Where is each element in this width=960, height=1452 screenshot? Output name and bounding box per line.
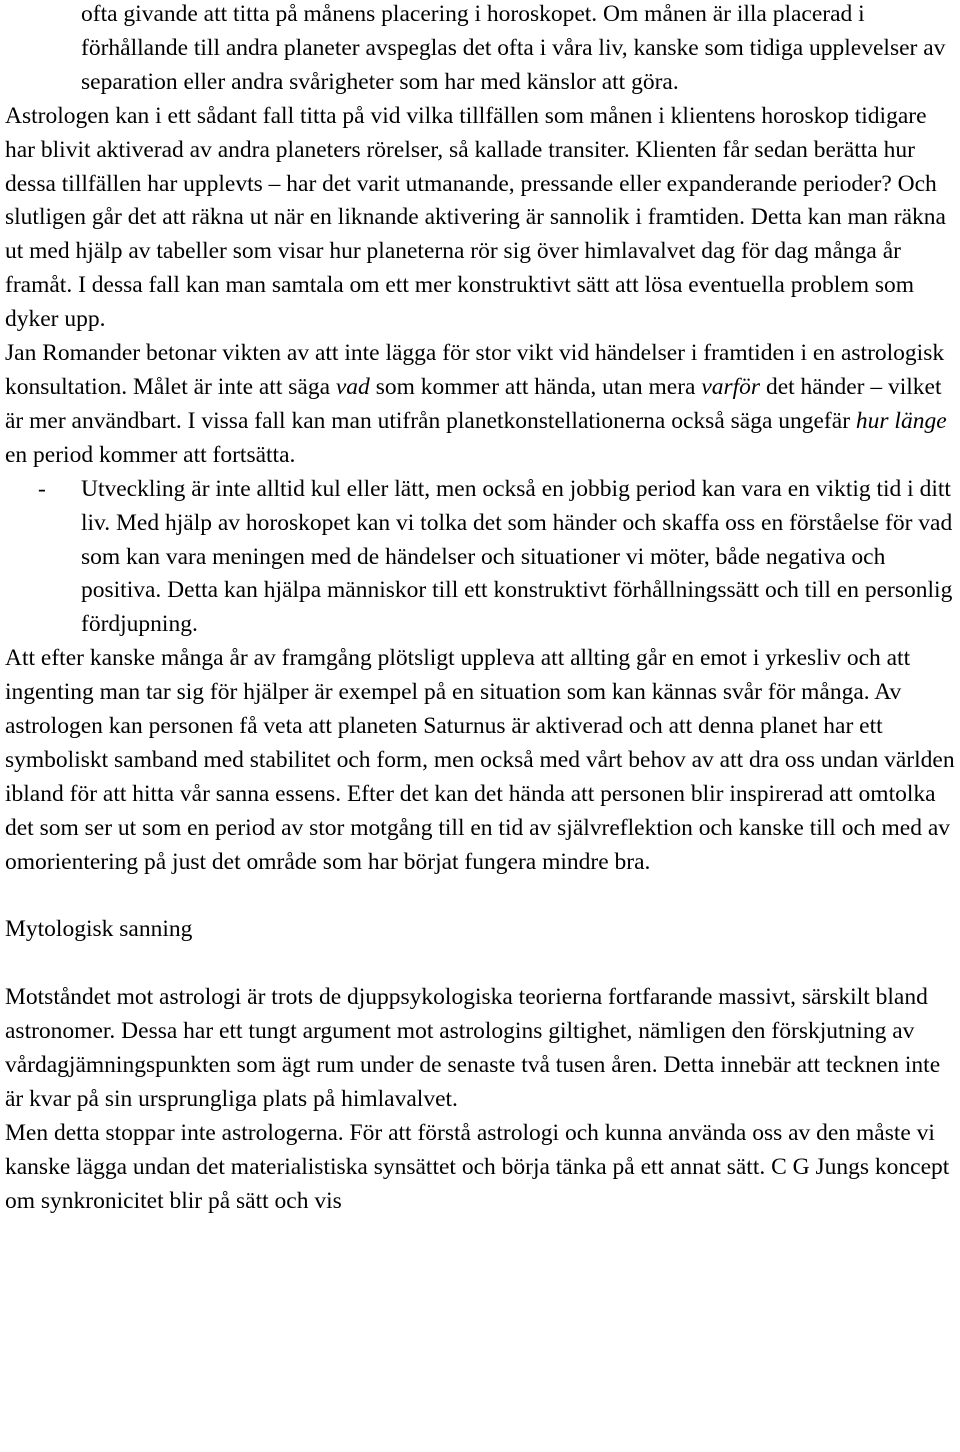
paragraph-saturnus: Att efter kanske många år av framgång plötsligt uppleva att allting går en emot i yrkesliv och att ingenting man tar sig för hjälper är exempel på en situation som kan kännas svår för många. Av astrologen kan personen få veta att planeten Saturnus är aktiverad och att denna planet har ett symboliskt samband med stabilitet och form, men också med vårt behov av att dra oss undan världen ibland för att hitta vår sanna essens. Efter det kan det hända att personen blir inspirerad att omtolka det som ser ut som en period av stor motgång till en tid av självreflektion och kanske till och med av omorientering på just det område som har börjat fungera mindre bra. — [5, 645, 955, 875]
list-item-text: Utveckling är inte alltid kul eller lätt, men också en jobbig period kan vara en viktig tid i ditt liv. Med hjälp av horoskopet kan vi tolka det som händer och skaffa oss en förståelse för vad som kan vara meningen med de händelser och situationer vi möter, både negativa och positiva. Detta kan hjälpa människor till ett konstruktivt förhållningssätt och till en personlig fördjupning. — [81, 475, 953, 638]
list-item — [5, 473, 955, 643]
spacer — [5, 880, 955, 914]
intro-paragraph: ofta givande att titta på månens placering i horoskopet. Om månen är illa placerad i förhållande till andra planeter avspeglas det ofta i våra liv, kanske som tidiga upplevelser av separation eller andra svårigheter som har med känslor att göra. — [81, 1, 946, 95]
paragraph-motstandet: Motståndet mot astrologi är trots de djuppsykologiska teorierna fortfarande massivt, särskilt bland astronomer. Dessa har ett tungt argument mot astrologins giltighet, nämligen den förskjutning av vårdagjämningspunkten som ägt rum under de senaste två tusen åren. Detta innebär att tecknen inte är kvar på sin ursprungliga plats på himlavalvet. — [5, 984, 941, 1112]
paragraph-transits: Astrologen kan i ett sådant fall titta på vid vilka tillfällen som månen i klientens horoskop tidigare har blivit aktiverad av andra planeters rörelser, så kallade transiter. Klienten får sedan berätta hur dessa tillfällen har upplevts – har det varit utmanande, pressande eller expanderande perioder? Och slutligen går det att räkna ut när en liknande aktivering är sannolik i framtiden. Detta kan man räkna ut med hjälp av tabeller som visar hur planeterna rör sig över himlavalvet dag för dag många år framåt. I dessa fall kan man samtala om ett mer konstruktivt sätt att lösa eventuella problem som dyker upp. — [5, 102, 946, 333]
emphasis-hur-lange: hur länge — [855, 407, 947, 434]
document-page — [5, 0, 955, 1219]
list-dash-marker: - — [38, 475, 46, 502]
emphasis-vad: vad — [335, 373, 370, 400]
emphasis-varfor: varför — [701, 373, 761, 400]
intro-continuation — [5, 0, 955, 100]
paragraph-romander: Jan Romander betonar vikten av att inte lägga för stor vikt vid händelser i framtiden i en astrologisk konsultation. Målet är inte att säga vad som kommer att hända, utan mera varför det händer – vilket är mer användbart. I vissa fall kan man utifrån planetkonstellationerna också säga ungefär hur länge en period kommer att fortsätta. — [5, 340, 947, 468]
spacer — [5, 947, 955, 981]
section-heading: Mytologisk sanning — [5, 916, 193, 943]
paragraph-men-detta: Men detta stoppar inte astrologerna. För att förstå astrologi och kunna använda oss av den måste vi kanske lägga undan det materialistiska synsättet och börja tänka på ett annat sätt. C G Jungs koncept om synkronicitet blir på sätt och vis — [5, 1119, 950, 1214]
